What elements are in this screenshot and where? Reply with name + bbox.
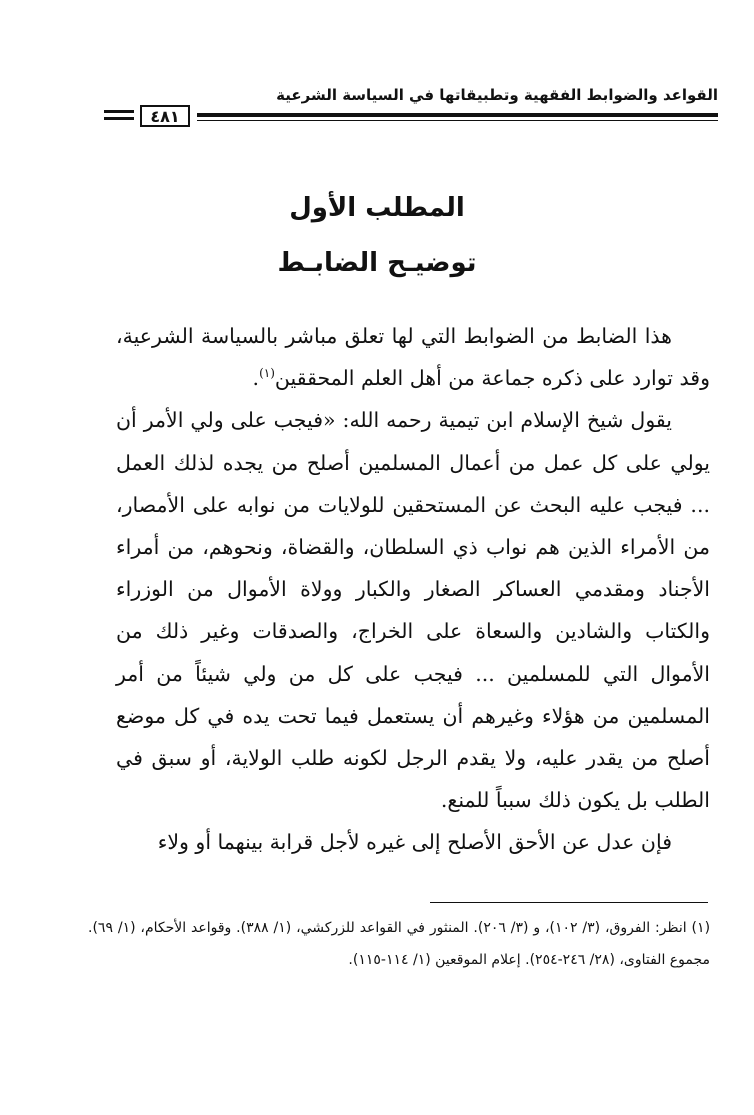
paragraph-3: فإن عدل عن الأحق الأصلح إلى غيره لأجل قرابة بينهما أو ولاء <box>157 830 672 855</box>
header-rule-thick <box>197 113 718 117</box>
paragraph-1-end: . <box>252 366 260 391</box>
header-rule-thin <box>197 120 718 121</box>
section-title: المطلب الأول <box>289 193 465 223</box>
footnotes <box>88 912 710 976</box>
page-number: ٤٨١ <box>140 105 190 127</box>
subsection-title: توضيـح الضابـط <box>277 248 477 278</box>
paragraph-2: يقول شيخ الإسلام ابن تيمية رحمه الله: «فيجب على ولي الأمر أن يولي على كل عمل من أعمال المسلمين أصلح من يجده لذلك العمل ... فيجب عليه البحث عن المستحقين للولايات من نوابه على الأمصار، من الأمراء الذين هم نواب ذي السلطان، والقضاة، ونحوهم، من أمراء الأجناد ومقدمي العساكر الصغار والكبار وولاة الأموال من الوزراء والكتاب والشادين والسعاة على الخراج، والصدقات وغير ذلك من الأموال التي للمسلمين ... فيجب على كل من ولي شيئاً من أمر المسلمين من هؤلاء وغيرهم أن يستعمل فيما تحت يده في كل موضع أصلح من يقدر عليه، ولا يقدم الرجل لكونه طلب الولاية، أو سبق في الطلب بل يكون ذلك سبباً للمنع. <box>116 408 710 813</box>
paragraph-1 <box>116 315 710 399</box>
page-header <box>0 0 754 140</box>
body-text <box>116 315 710 864</box>
paragraph-1-text: هذا الضابط من الضوابط التي لها تعلق مباشر بالسياسة الشرعية، وقد توارد على ذكره جماعة من أهل العلم المحققين <box>116 324 710 391</box>
footnote-1: (١) انظر: الفروق، (٣/ ١٠٢)، و (٣/ ٢٠٦). المنثور في القواعد للزركشي، (١/ ٣٨٨). وقواعد الأحكام، (١/ ٦٩). مجموع الفتاوى، (٢٨/ ٢٤٦-٢٥٤). إعلام الموقعين (١/ ١١٤-١١٥). <box>88 920 711 968</box>
header-rule-left-top <box>104 110 134 113</box>
footnote-separator <box>430 902 708 903</box>
footnote-marker: (١) <box>259 366 275 381</box>
running-title: القواعد والضوابط الفقهية وتطبيقاتها في السياسة الشرعية <box>276 86 718 104</box>
header-rule-left-bottom <box>104 117 134 120</box>
